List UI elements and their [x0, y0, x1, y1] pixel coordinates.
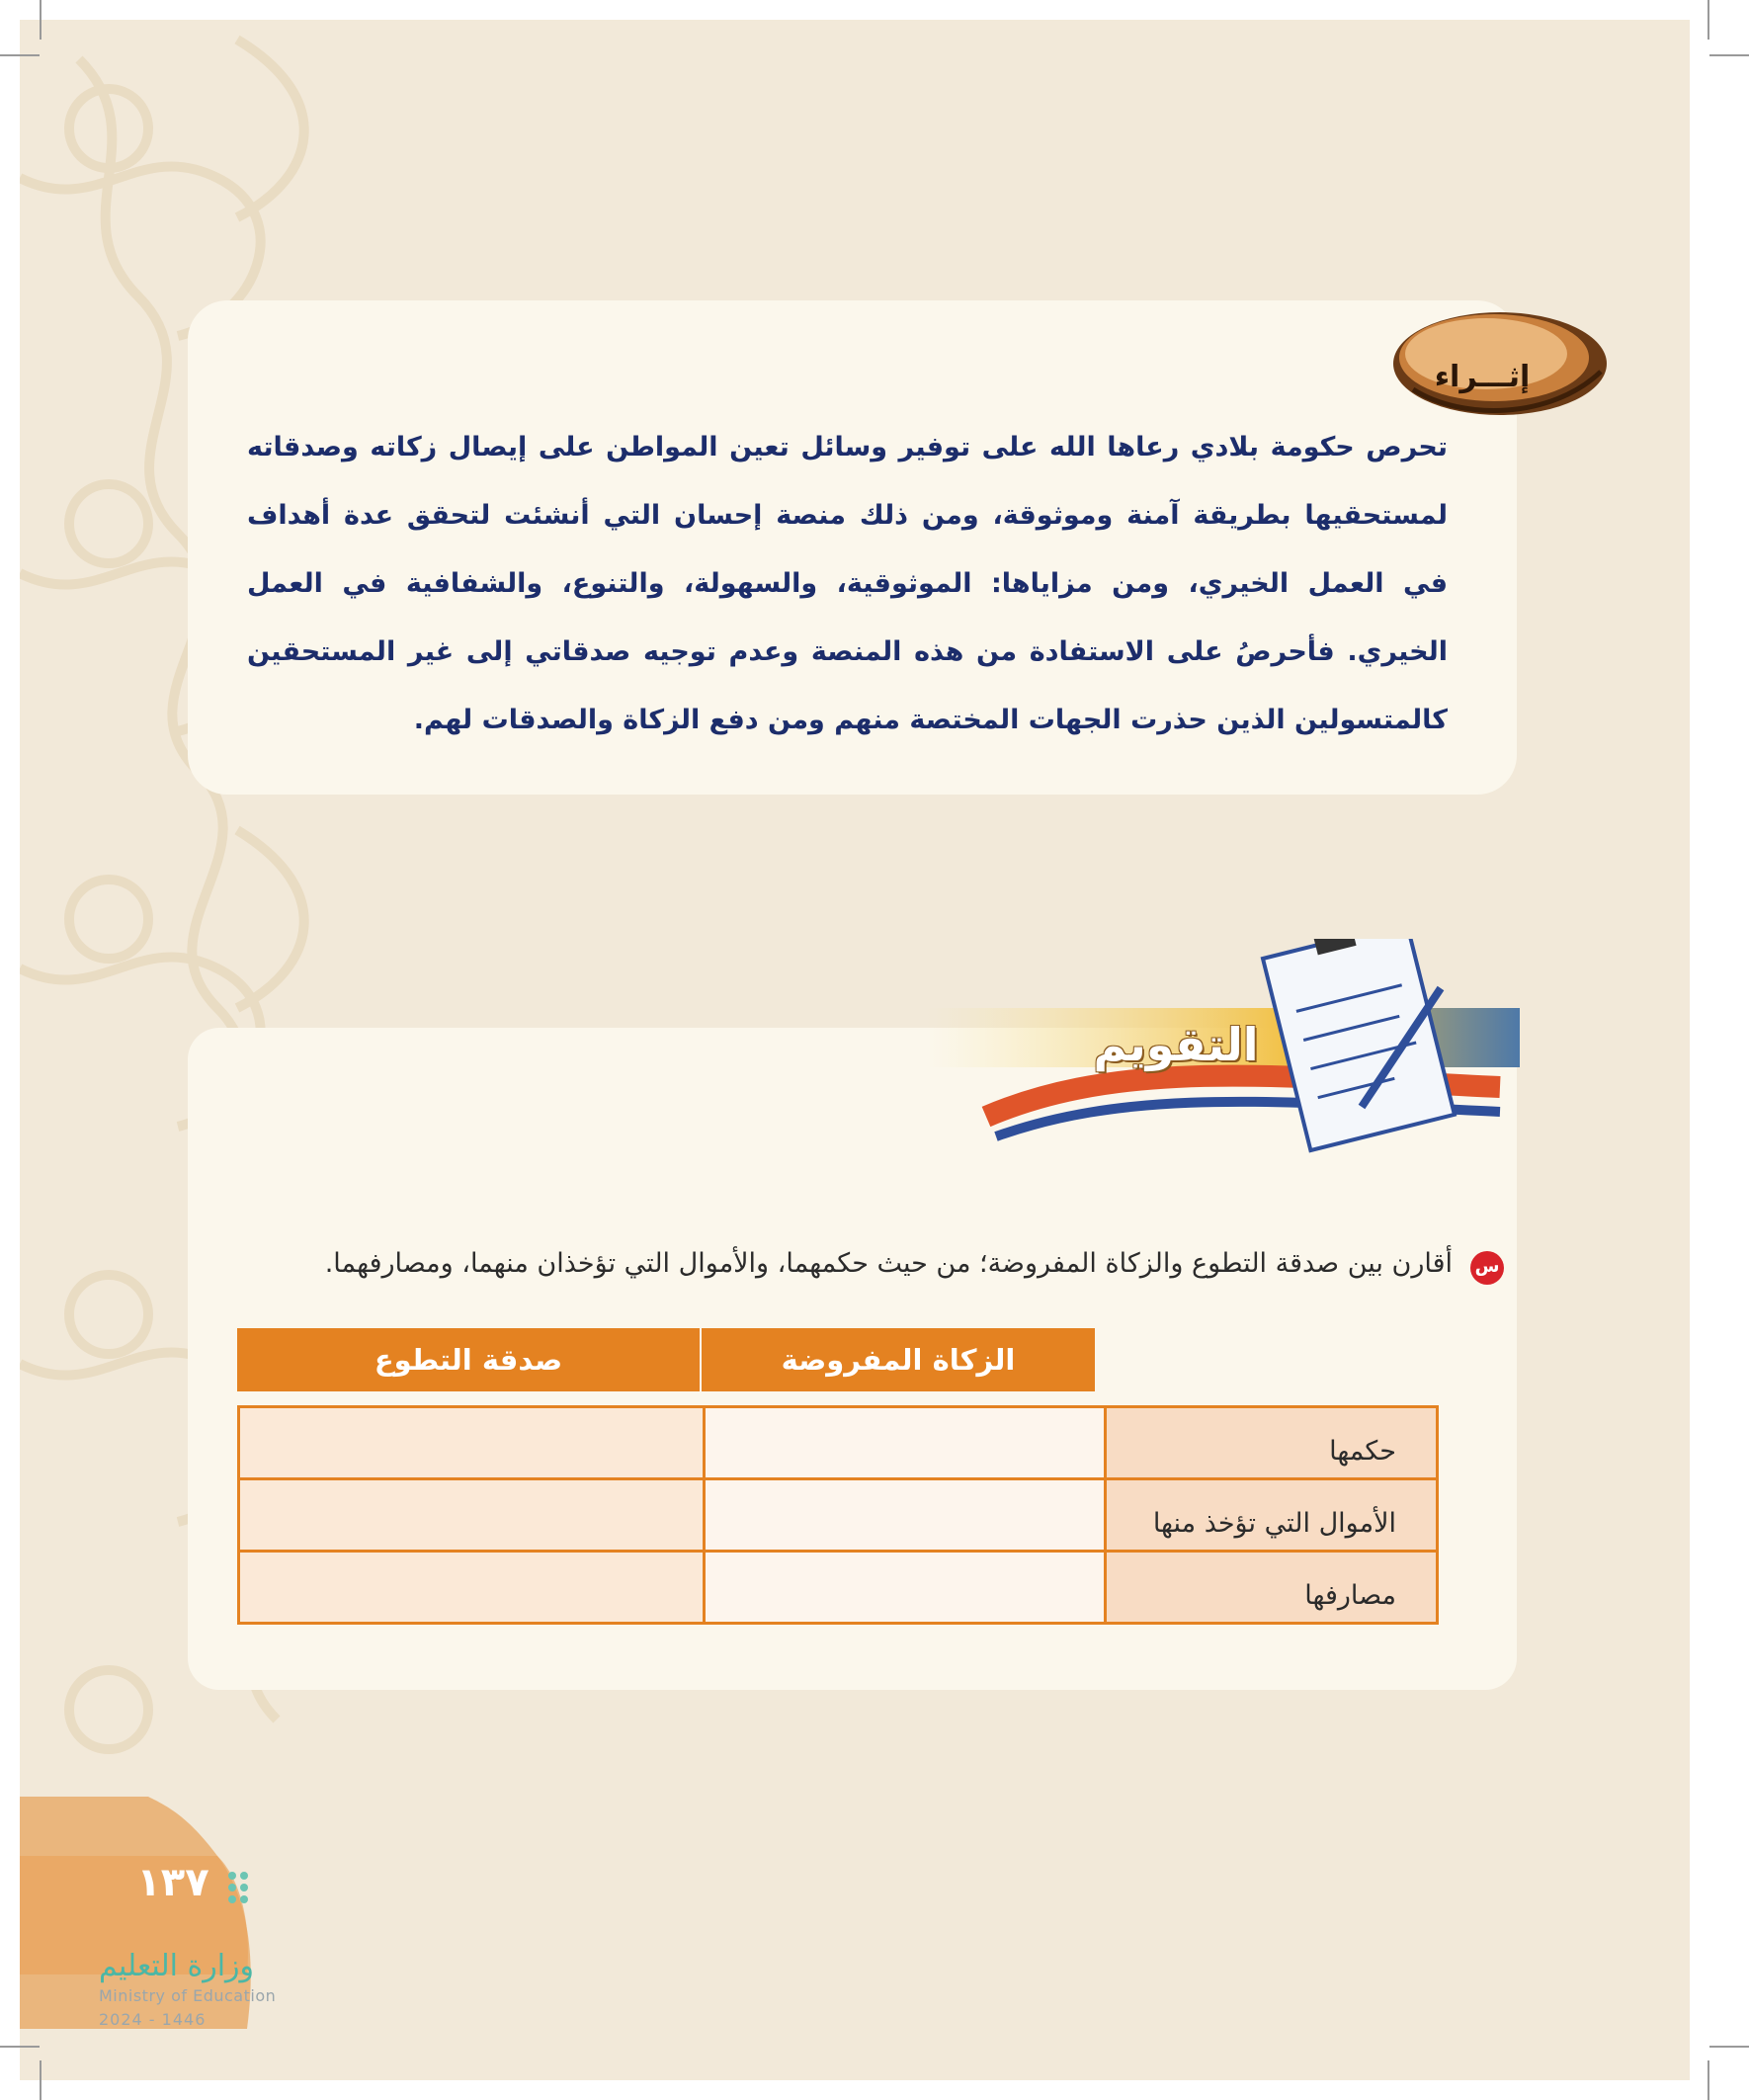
answer-cell-sadaqa-ruling[interactable] [237, 1405, 706, 1480]
row-label-wealth: الأموال التي تؤخذ منها [1103, 1477, 1439, 1553]
textbook-page [20, 20, 1690, 2080]
question-mark-badge: س [1470, 1251, 1504, 1285]
ministry-name-english: Ministry of Education [99, 1986, 277, 2005]
enrichment-panel [188, 300, 1517, 795]
crop-mark [40, 2060, 42, 2100]
row-label-recipients: مصارفها [1103, 1550, 1439, 1625]
crop-mark [1707, 0, 1709, 40]
crop-mark [0, 2046, 40, 2048]
answer-cell-zakat-ruling[interactable] [702, 1405, 1107, 1480]
table-header-zakat: الزكاة المفروضة [702, 1328, 1095, 1391]
evaluation-title: التقويم [1093, 1018, 1259, 1071]
answer-cell-zakat-recipients[interactable] [702, 1550, 1107, 1625]
answer-cell-zakat-wealth[interactable] [702, 1477, 1107, 1553]
evaluation-question: أقارن بين صدقة التطوع والزكاة المفروضة؛ من حيث حكمهما، والأموال التي تؤخذان منهما، ومصارفهما. [324, 1248, 1453, 1279]
answer-cell-sadaqa-recipients[interactable] [237, 1550, 706, 1625]
answer-cell-sadaqa-wealth[interactable] [237, 1477, 706, 1553]
crop-mark [40, 0, 42, 40]
edition-year: 2024 - 1446 [99, 2010, 207, 2029]
crop-mark [0, 54, 40, 56]
enrichment-label: إثـــراء [1434, 360, 1531, 394]
page-number: ١٣٧ [136, 1860, 209, 1905]
enrichment-paragraph: تحرص حكومة بلادي رعاها الله على توفير وسائل تعين المواطن على إيصال زكاته وصدقاته لمستحقيها بطريقة آمنة وموثوقة، ومن ذلك منصة إحسان التي أنشئت لتحقق عدة أهداف في العمل الخيري، ومن مزاياها: الموثوقية، والسهولة، والتنوع، والشفافية في العمل الخيري. فأحرصُ على الاستفادة من هذه المنصة وعدم توجيه صدقاتي إلى غير المستحقين كالمتسولين الذين حذرت الجهات المختصة منهم ومن دفع الزكاة والصدقات لهم. [247, 432, 1448, 735]
crop-mark [1709, 2046, 1749, 2048]
crop-mark [1707, 2060, 1709, 2100]
ministry-name-arabic: وزارة التعليم [99, 1949, 255, 1983]
table-header-sadaqa: صدقة التطوع [237, 1328, 700, 1391]
crop-mark [1709, 54, 1749, 56]
row-label-ruling: حكمها [1103, 1405, 1439, 1480]
